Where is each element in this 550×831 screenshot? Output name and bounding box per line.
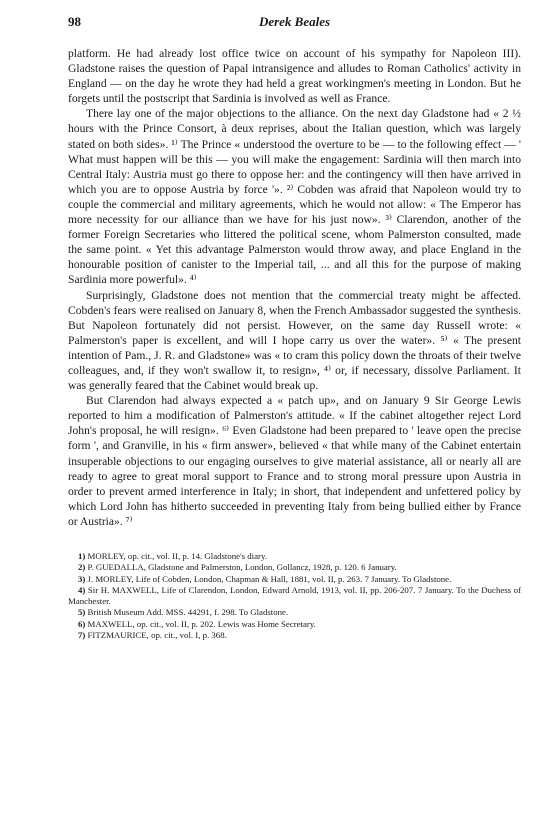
footnotes <box>68 551 521 641</box>
footnote-number: 1) <box>78 551 86 561</box>
footnote <box>68 630 521 641</box>
footnote-text: J. MORLEY, Life of Cobden, London, Chapman & Hall, 1881, vol. II, p. 263. 7 January. To Gladstone. <box>87 573 452 584</box>
running-title: Derek Beales <box>258 14 331 29</box>
footnote-number: 3) <box>78 573 86 584</box>
footnote-text: MORLEY, op. cit., vol. II, p. 14. Gladstone's diary. <box>87 551 267 561</box>
footnote-text: Sir H. MAXWELL, Life of Clarendon, London, Edward Arnold, 1913, vol. II, pp. 206-207. 7 January. To the Duchess of Manchester. <box>68 584 521 607</box>
body-text <box>68 46 521 529</box>
paragraph: There lay one of the major objections to the alliance. On the next day Gladstone had « 2 ½ hours with the Prince Consort, à deux reprises, about the Italian question, which was largely stated on both sides». ¹⁾ The Prince « understood the overture to be — to the following effect — ' What must happen will be this — you will make the engagement: Sardinia will then march into Central Italy: Austria must go there to oppose her: and the contingency will then have arrived in which you are to oppose Austria by force '». ²⁾ Cobden was afraid that Napoleon would try to couple the commercial and military agreements, which he would not allow: « The Emperor has more necessity for our alliance than we have for his just now». ³⁾ Clarendon, another of the former Foreign Secretaries who littered the political scene, whom Palmerston consulted, made the same point. « Yet this advantage Palmerston would throw away, and place England in the honourable position of canister to the Imperial tail, ... and all this for the purpose of making Sardinia more powerful». ⁴⁾ <box>68 107 521 287</box>
footnote-number: 6) <box>78 618 86 629</box>
footnote-text: MAXWELL, op. cit., vol. II, p. 202. Lewis was Home Secretary. <box>87 618 316 629</box>
footnote <box>68 574 521 585</box>
footnote-number: 4) <box>78 584 86 595</box>
paragraph: platform. He had already lost office twice on account of his sympathy for Napoleon III). Gladstone raises the question of Papal intransigence and alludes to Roman Catholics' activity in England — on the day he wrote they had held a great workingmen's meeting in London. But he forgets until the postscript that Sardinia is involved as well as France. <box>68 47 521 106</box>
footnote-text: P. GUEDALLA, Gladstone and Palmerston, London, Gollancz, 1928, p. 120. 6 January. <box>87 562 397 573</box>
footnote <box>68 551 521 562</box>
page <box>68 14 521 641</box>
paragraph: Surprisingly, Gladstone does not mention that the commercial treaty might be affected. Cobden's fears were realised on January 8, when the French Ambassador suggested the synthesis. But Napoleon fortunately did not persist. However, on the same day Russell wrote: « Palmerston's paper is excellent, and will I hope carry us over the water». ⁵⁾ « The present intention of Pam., J. R. and Gladstone» was « to cram this policy down the throats of their twelve colleagues, and, if they won't swallow it, to resign», ⁴⁾ or, if necessary, dissolve Parliament. It was generally feared that the Cabinet would break up. <box>68 288 521 393</box>
footnote-number: 5) <box>78 607 86 618</box>
footnote-number: 2) <box>78 562 86 573</box>
footnote <box>68 607 521 618</box>
footnote <box>68 619 521 630</box>
page-number: 98 <box>68 14 81 29</box>
footnote <box>68 562 521 573</box>
footnote-text: British Museum Add. MSS. 44291, f. 298. To Gladstone. <box>87 607 289 618</box>
footnote-text: FITZMAURICE, op. cit., vol. I, p. 368. <box>87 630 227 641</box>
footnote-number: 7) <box>78 630 86 641</box>
paragraph: But Clarendon had always expected a « patch up», and on January 9 Sir George Lewis reported to him a modification of Palmerston's attitude. « If the cabinet altogether reject Lord John's proposal, he will resign». ⁶⁾ Even Gladstone had been prepared to ' leave open the precise form ', and Granville, in his « firm answer», believed « that while many of the Cabinet entertain insuperable objections to our engaging ourselves to give material assistance, all or nearly all are ready to agree to great moral support to France and to strong moral pressure upon Austria in order to prevent armed interference in Italy; in short, that independent and unfettered policy by which Lord John has hitherto succeeded in preventing Italy from being bullied either by France or Austria». ⁷⁾ <box>68 394 521 528</box>
running-head <box>68 14 521 36</box>
footnote <box>68 585 521 608</box>
